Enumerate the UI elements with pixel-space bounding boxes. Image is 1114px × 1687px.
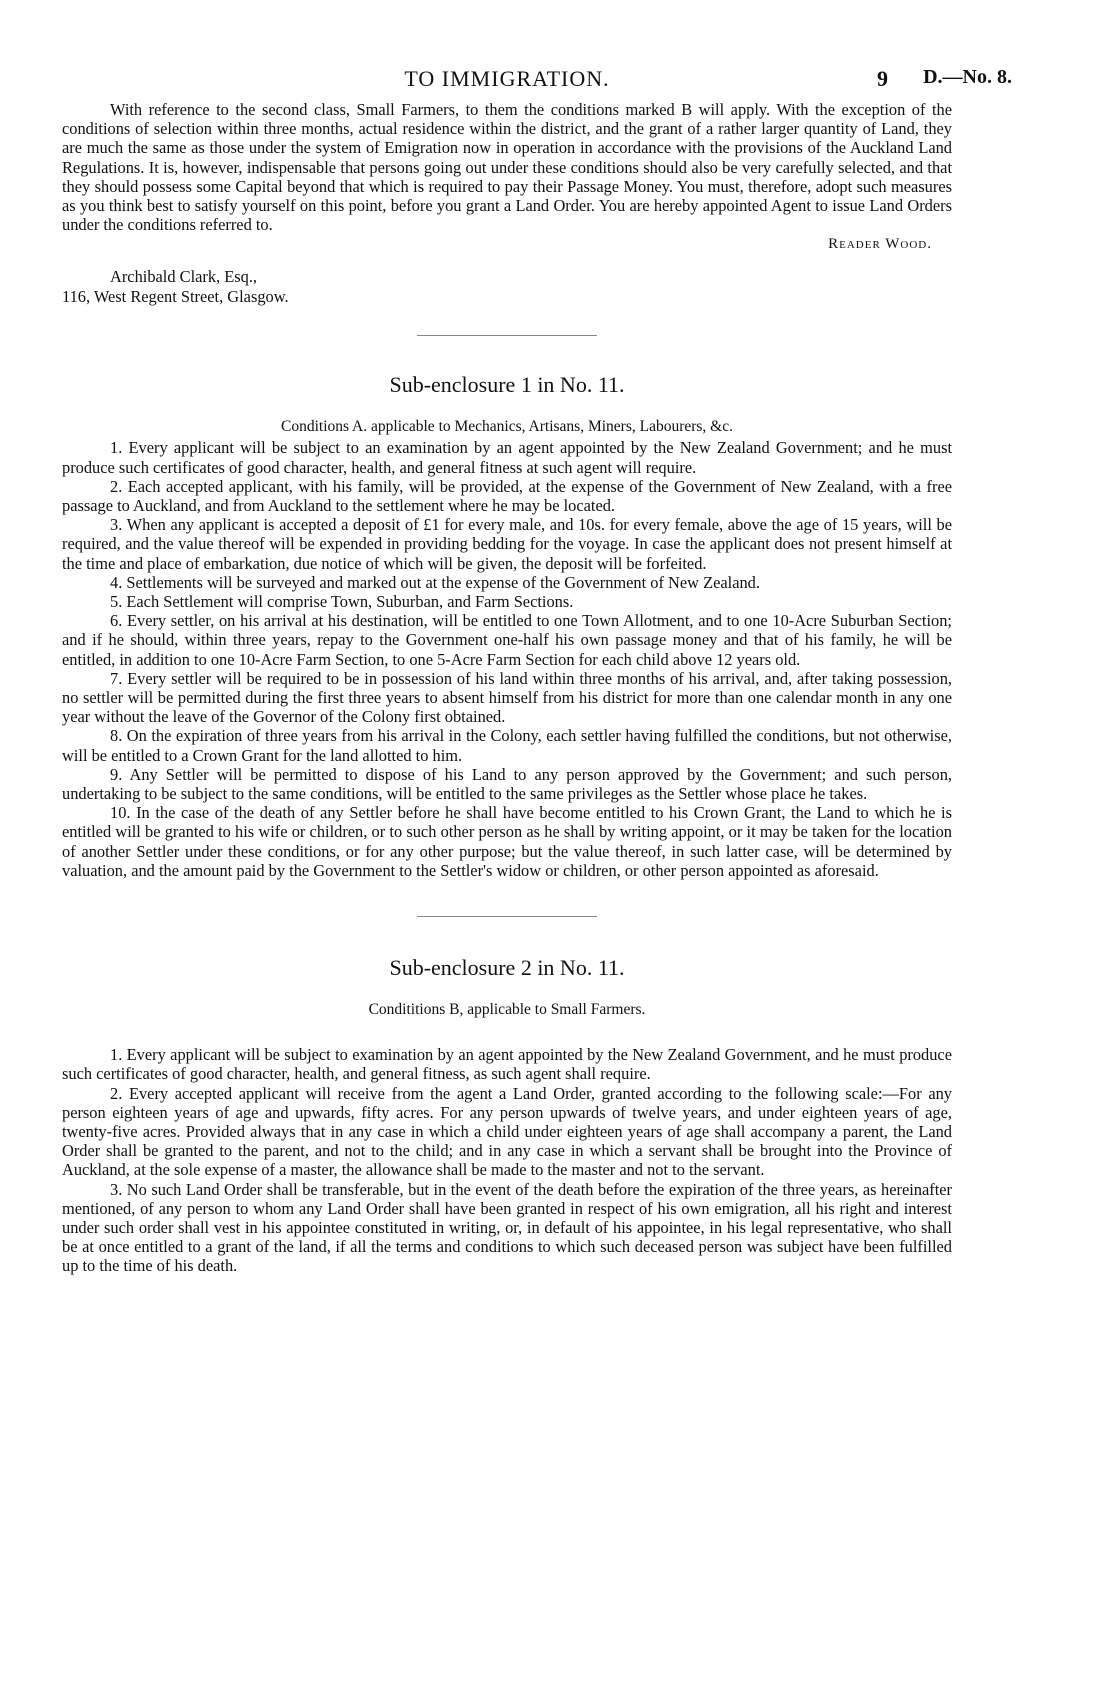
- addressee-address: 116, West Regent Street, Glasgow.: [62, 287, 289, 307]
- conditions-b-list: [62, 1045, 952, 1275]
- condition-item: 2. Each accepted applicant, with his family, will be provided, at the expense of the Government of New Zealand, with a free passage to Auckland, and from Auckland to the settlement where he may be located.: [62, 476, 952, 516]
- condition-item: 1. Every applicant will be subject to an examination by an agent appointed by the New Zealand Government; and he must produce such certificates of good character, health, and general fitness at such agent will require.: [62, 438, 952, 477]
- condition-item: 3. When any applicant is accepted a deposit of £1 for every male, and 10s. for every female, above the age of 15 years, will be required, and the value thereof will be expended in providing bedding for the voyage. In case the applicant does not present himself at the time and place of embarkation, due notice of which will be given, the deposit will be forfeited.: [62, 515, 952, 573]
- condition-item: 3. No such Land Order shall be transferable, but in the event of the death before the expiration of the three years, as hereinafter mentioned, of any person to whom any Land Order shall have been granted in respect of his own emigration, all his right and interest under such order shall vest in his appointee constituted in writing, or, in default of his appointee, in his legal representative, who shall be at once entitled to a grant of the land, if all the terms and conditions to which such deceased person was subject have been fulfilled up to the time of his death.: [62, 1179, 952, 1276]
- condition-item: 7. Every settler will be required to be in possession of his land within three months of his arrival, and, after taking possession, no settler will be permitted during the first three years to absent himself from his district for more than one calendar month in any one year without the leave of the Governor of the Colony first obtained.: [62, 668, 952, 727]
- addressee-name: Archibald Clark, Esq.,: [110, 267, 258, 287]
- condition-item: 10. In the case of the death of any Settler before he shall have become entitled to his Crown Grant, the Land to which he is entitled will be granted to his wife or children, or to such other person as he shall by writing appoint, or it may be taken for the location of another Settler under these conditions, or for any other purpose; but the value thereof, in such latter case, will be determined by valuation, and the amount paid by the Government to the Settler's widow or children, or other person appointed as aforesaid.: [62, 803, 952, 880]
- section-divider: [417, 335, 597, 336]
- document-page: [62, 0, 1012, 1276]
- condition-item: 6. Every settler, on his arrival at his destination, will be entitled to one Town Allotment, and to one 10-Acre Suburban Section; and if he should, within three years, repay to the Government one-half his own passage money and that of his family, he will be entitled, in addition to one 10-Acre Farm Section, to one 5-Acre Farm Section for each child above 12 years old.: [62, 611, 952, 669]
- addressee-block: [62, 267, 952, 307]
- condition-item: 8. On the expiration of three years from his arrival in the Colony, each settler having fulfilled the conditions, but not otherwise, will be entitled to a Crown Grant for the land allotted to him.: [62, 726, 952, 765]
- condition-item: 4. Settlements will be surveyed and marked out at the expense of the Government of New Zealand.: [110, 572, 760, 592]
- signature: Reader Wood.: [828, 236, 932, 253]
- sub-enclosure-2-title: Sub-enclosure 2 in No. 11.: [389, 955, 625, 981]
- condition-item: 5. Each Settlement will comprise Town, Suburban, and Farm Sections.: [110, 592, 574, 612]
- letter-body: With reference to the second class, Small Farmers, to them the conditions marked B will apply. With the exception of the conditions of selection within three months, actual residence within the district, and the grant of a rather larger quantity of Land, they are much the same as those under the system of Emigration now in operation in accordance with the provisions of the Auckland Land Regulations. It is, however, indispensable that persons going out under these conditions should also be very carefully selected, and that they should possess some Capital beyond that which is required to pay their Passage Money. You must, therefore, adopt such measures as you think best to satisfy yourself on this point, before you grant a Land Order. You are hereby appointed Agent to issue Land Orders under the conditions referred to.: [62, 100, 952, 235]
- page-header: [62, 0, 1012, 100]
- document-reference: D.—No. 8.: [923, 66, 1012, 88]
- page-number: 9: [877, 66, 888, 91]
- sub-enclosure-1-title: Sub-enclosure 1 in No. 11.: [389, 372, 625, 398]
- conditions-a-list: [62, 438, 952, 880]
- section-divider: [417, 916, 597, 917]
- condition-item: 2. Every accepted applicant will receive from the agent a Land Order, granted according to the following scale:—For any person eighteen years of age and upwards, fifty acres. For any person upwards of twelve years, and under eighteen years of age, twenty-five acres. Provided always that in any case in which a child under eighteen years of age shall accompany a parent, the Land Order shall be granted to the parent, and not to the child; and in any case in which a servant shall be brought into the Province of Auckland, at the sole expense of a master, the allowance shall be made to the master and not to the servant.: [62, 1083, 952, 1180]
- running-title: TO IMMIGRATION.: [404, 66, 610, 91]
- sub-enclosure-2-subtitle: Condititions B, applicable to Small Farmers.: [368, 1001, 646, 1019]
- condition-item: 9. Any Settler will be permitted to dispose of his Land to any person approved by the Government; and such person, undertaking to be subject to the same conditions, will be entitled to the same privileges as the Settler whose place he takes.: [62, 764, 952, 804]
- condition-item: 1. Every applicant will be subject to examination by an agent appointed by the New Zealand Government, and he must produce such certificates of good character, health, and general fitness, as such agent shall require.: [62, 1045, 952, 1084]
- sub-enclosure-1-subtitle: Conditions A. applicable to Mechanics, Artisans, Miners, Labourers, &c.: [281, 418, 733, 436]
